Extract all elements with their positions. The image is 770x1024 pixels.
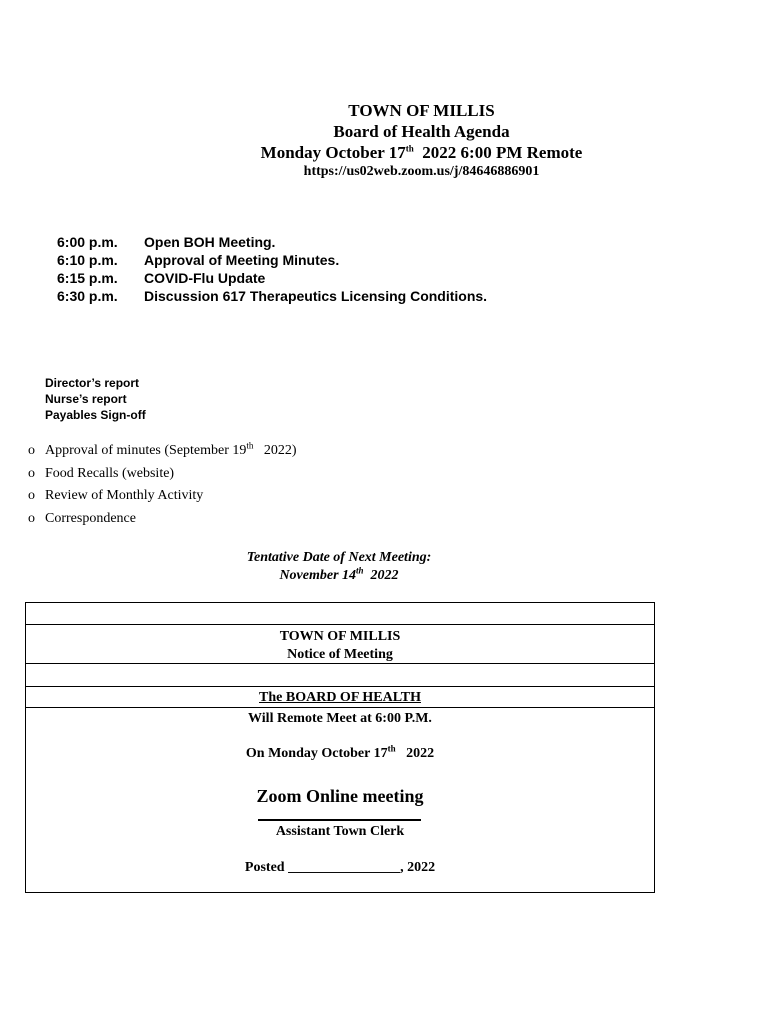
zoom-link[interactable]: https://us02web.zoom.us/j/84646886901 [303, 164, 540, 179]
report-item: Director’s report [45, 376, 140, 390]
reports-list [45, 375, 146, 423]
notice-date-sup: th [387, 743, 396, 754]
bullet-text: Correspondence [45, 510, 136, 526]
agenda-list [57, 233, 487, 305]
notice-date-suffix: 2022 [395, 746, 435, 761]
notice-clerk: Assistant Town Clerk [275, 824, 405, 839]
agenda-row [57, 269, 487, 287]
agenda-time: 6:00 p.m. [57, 234, 118, 250]
bullet-list [28, 440, 297, 530]
notice-posted: Posted ________________, 2022 [244, 860, 436, 875]
next-meeting-date-suffix: 2022 [363, 568, 399, 583]
agenda-time: 6:15 p.m. [57, 270, 118, 286]
bullet-text-post: 2022) [253, 443, 297, 458]
bullet-text-sup: th [246, 440, 254, 451]
next-meeting-date [0, 565, 678, 584]
bullet-text: Review of Monthly Activity [45, 488, 204, 503]
meeting-date-prefix: Monday October 17 [260, 143, 406, 162]
bullet-text [45, 440, 297, 463]
agenda-item: COVID-Flu Update [144, 270, 266, 286]
next-meeting-label: Tentative Date of Next Meeting: [246, 550, 432, 565]
bullet-marker: o [28, 510, 35, 526]
agenda-row [57, 287, 487, 305]
meeting-date-sup: th [405, 143, 414, 154]
agenda-time: 6:10 p.m. [57, 252, 118, 268]
agenda-item: Open BOH Meeting. [144, 234, 276, 250]
notice-date [26, 743, 654, 762]
notice-board: The BOARD OF HEALTH [259, 690, 421, 705]
notice-divider [26, 707, 654, 708]
list-item [28, 440, 297, 463]
report-item: Nurse’s report [45, 392, 127, 406]
notice-divider [26, 663, 654, 664]
list-item [28, 508, 297, 531]
notice-meet-line: Will Remote Meet at 6:00 P.M. [248, 711, 432, 726]
bullet-marker: o [28, 443, 35, 458]
list-item [28, 463, 297, 486]
notice-town: TOWN OF MILLIS [279, 629, 401, 644]
notice-zoom: Zoom Online meeting [256, 786, 424, 806]
meeting-date-line [0, 143, 770, 163]
signature-line [258, 819, 421, 821]
bullet-text: Food Recalls (website) [45, 465, 175, 481]
agenda-subtitle: Board of Health Agenda [333, 122, 510, 141]
notice-date-prefix: On Monday October 17 [245, 746, 388, 761]
bullet-marker: o [28, 488, 35, 503]
page-title: TOWN OF MILLIS [348, 101, 495, 120]
agenda-row [57, 251, 487, 269]
list-item [28, 485, 297, 508]
bullet-text-pre: Approval of minutes (September 19 [45, 443, 247, 458]
agenda-time: 6:30 p.m. [57, 288, 118, 304]
notice-title: Notice of Meeting [287, 647, 393, 662]
next-meeting-date-prefix: November 14 [279, 568, 357, 583]
notice-divider [26, 624, 654, 625]
notice-box [25, 602, 655, 893]
meeting-date-suffix: 2022 6:00 PM Remote [413, 143, 583, 162]
agenda-item: Discussion 617 Therapeutics Licensing Conditions. [144, 288, 488, 304]
next-meeting-date-sup: th [356, 565, 364, 576]
agenda-row [57, 233, 487, 251]
agenda-item: Approval of Meeting Minutes. [144, 252, 340, 268]
bullet-marker: o [28, 465, 35, 481]
report-item: Payables Sign-off [45, 408, 146, 422]
notice-divider [26, 686, 654, 687]
